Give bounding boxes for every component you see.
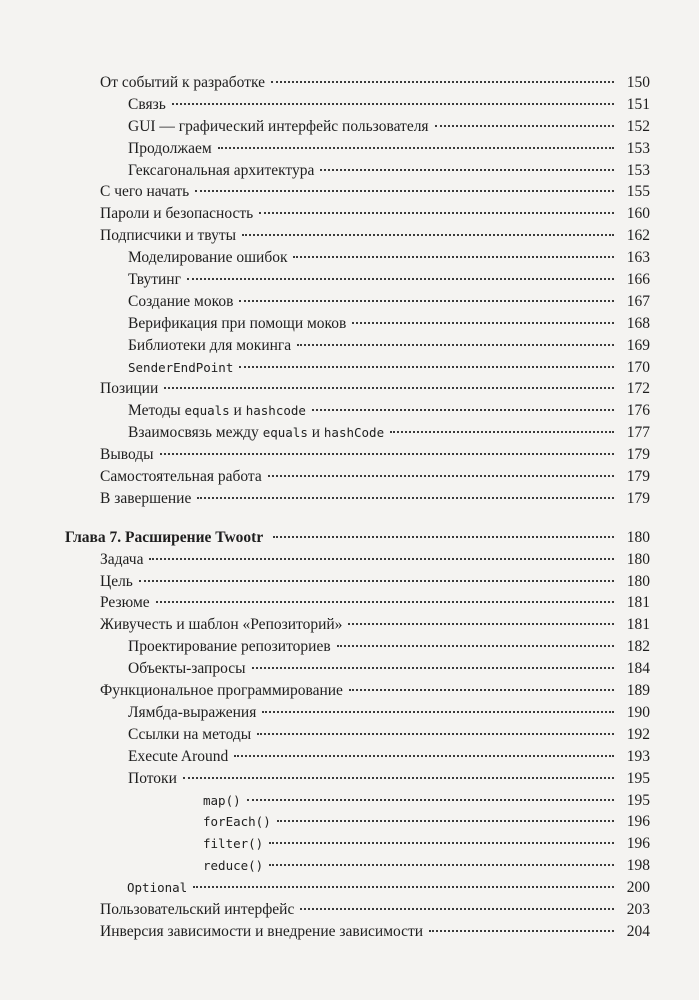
toc-entry — [0, 444, 699, 466]
leader-dots — [268, 475, 614, 477]
toc-entry-title: Связь — [128, 95, 166, 113]
leader-dots — [262, 711, 614, 713]
toc-page-number: 176 — [626, 402, 650, 420]
toc-page-number: 195 — [626, 791, 650, 809]
toc-chapter-heading — [0, 527, 699, 549]
toc-entry-title: Подписчики и твуты — [100, 227, 237, 245]
leader-dots — [312, 409, 614, 411]
leader-dots — [297, 344, 614, 346]
leader-dots — [337, 645, 614, 647]
toc-entry — [0, 160, 699, 182]
leader-dots — [218, 147, 614, 149]
toc-entry — [0, 899, 699, 921]
toc-page-number: 180 — [626, 572, 650, 590]
toc-entry — [0, 768, 699, 790]
toc-page-number: 177 — [626, 424, 650, 442]
toc-entry-title: forEach() — [203, 814, 271, 830]
toc-page-number: 169 — [626, 336, 650, 354]
leader-dots — [352, 322, 614, 324]
toc-entry — [0, 702, 699, 724]
leader-dots — [197, 497, 614, 499]
toc-entry-title: Твутинг — [128, 271, 181, 289]
toc-page-number: 184 — [626, 660, 650, 678]
leader-dots — [193, 886, 614, 888]
toc-entry — [0, 357, 699, 379]
toc-entry — [0, 571, 699, 593]
leader-dots — [252, 667, 614, 669]
toc-entry — [0, 790, 699, 812]
leader-dots — [320, 169, 614, 171]
toc-entry-title: reduce() — [203, 858, 264, 874]
toc-entry — [0, 422, 699, 444]
leader-dots — [259, 212, 614, 214]
toc-entry-title: От событий к разработке — [100, 74, 266, 91]
toc-entry — [0, 592, 699, 614]
toc-entry-title: Проектирование репозиториев — [128, 638, 331, 656]
toc-entry-title: Выводы — [100, 446, 154, 464]
leader-dots — [183, 777, 614, 779]
toc-entry — [0, 636, 699, 658]
toc-entry — [0, 203, 699, 225]
toc-entry — [0, 549, 699, 571]
toc-entry-title: В завершение — [100, 489, 192, 507]
toc-entry — [0, 833, 699, 855]
toc-page-number: 160 — [626, 205, 650, 223]
toc-page-number: 192 — [626, 725, 650, 743]
table-of-contents — [0, 72, 699, 943]
toc-entry — [0, 313, 699, 335]
leader-dots — [149, 558, 614, 560]
toc-entry — [0, 138, 699, 160]
leader-dots — [172, 103, 614, 105]
toc-entry — [0, 72, 699, 94]
toc-page-number: 181 — [626, 616, 650, 634]
toc-page-number: 204 — [626, 922, 650, 940]
toc-entry — [0, 811, 699, 833]
toc-page-number: 179 — [626, 468, 650, 486]
toc-entry-title: Объекты-запросы — [128, 660, 246, 678]
leader-dots — [390, 431, 614, 433]
leader-dots — [139, 580, 614, 582]
toc-entry — [0, 247, 699, 269]
toc-entry — [0, 335, 699, 357]
leader-dots — [257, 733, 614, 735]
toc-entry-title: Самостоятельная работа — [100, 468, 262, 486]
toc-page-number: 198 — [626, 857, 650, 875]
toc-page-number: 153 — [626, 161, 650, 179]
toc-entry — [0, 746, 699, 768]
leader-dots — [239, 366, 614, 368]
toc-entry-title: filter() — [203, 836, 264, 852]
toc-entry-title: Задача — [100, 550, 144, 568]
leader-dots — [277, 820, 614, 822]
toc-page-number: 180 — [626, 550, 650, 568]
leader-dots — [300, 908, 614, 910]
leader-dots — [156, 601, 614, 603]
toc-entry — [0, 291, 699, 313]
leader-dots — [160, 453, 614, 455]
leader-dots — [234, 755, 614, 757]
toc-entry-title: Верификация при помощи моков — [128, 314, 347, 332]
toc-entry — [0, 680, 699, 702]
toc-entry-title: Создание моков — [128, 292, 234, 310]
toc-entry-title: GUI — графический интерфейс пользователя — [128, 117, 429, 135]
toc-entry-title: Гексагональная архитектура — [128, 161, 315, 179]
toc-entry — [0, 614, 699, 636]
toc-entry-title: Ссылки на методы — [128, 725, 252, 743]
toc-entry-title: Методы equals и hashcode — [128, 402, 306, 420]
toc-entry — [0, 488, 699, 510]
toc-page-number: 200 — [626, 879, 650, 897]
toc-entry-title: Позиции — [100, 380, 159, 398]
leader-dots — [242, 234, 614, 236]
toc-page-number: 190 — [626, 703, 650, 721]
toc-page-number: 150 — [626, 74, 650, 91]
toc-page-number: 196 — [626, 835, 650, 853]
toc-entry-title: Резюме — [100, 594, 150, 612]
toc-page-number: 167 — [626, 292, 650, 310]
toc-entry — [0, 877, 699, 899]
toc-entry-title: Библиотеки для мокинга — [128, 336, 292, 354]
toc-page-number: 153 — [626, 139, 650, 157]
chapter-title: Глава 7. Расширение Twootr — [65, 528, 264, 546]
toc-page-number: 168 — [626, 314, 650, 332]
toc-page-number: 180 — [626, 528, 650, 546]
toc-entry — [0, 181, 699, 203]
toc-entry-title: Продолжаем — [128, 139, 212, 157]
toc-entry — [0, 378, 699, 400]
toc-entry — [0, 658, 699, 680]
leader-dots — [349, 689, 614, 691]
toc-entry — [0, 225, 699, 247]
toc-page-number: 170 — [626, 358, 650, 376]
toc-entry — [0, 400, 699, 422]
leader-dots — [293, 256, 614, 258]
toc-page-number: 203 — [626, 900, 650, 918]
leader-dots — [187, 278, 614, 280]
toc-entry — [0, 921, 699, 943]
toc-entry — [0, 269, 699, 291]
toc-entry-title: Потоки — [128, 769, 177, 787]
toc-page-number: 162 — [626, 227, 650, 245]
toc-entry — [0, 855, 699, 877]
toc-page-number: 179 — [626, 446, 650, 464]
toc-entry-title: Цель — [100, 572, 133, 590]
toc-entry-title: map() — [203, 792, 241, 808]
leader-dots — [435, 125, 614, 127]
toc-entry-title: С чего начать — [100, 183, 190, 201]
toc-entry-title: Живучесть и шаблон «Репозиторий» — [100, 616, 343, 634]
toc-page-number: 179 — [626, 489, 650, 507]
toc-page-number: 172 — [626, 380, 650, 398]
toc-page-number: 193 — [626, 747, 650, 765]
leader-dots — [271, 81, 614, 83]
leader-dots — [429, 930, 614, 932]
toc-entry-title: SenderEndPoint — [128, 359, 234, 375]
toc-entry-title: Функциональное программирование — [100, 682, 343, 700]
leader-dots — [247, 799, 614, 801]
leader-dots — [164, 387, 614, 389]
toc-page-number: 189 — [626, 682, 650, 700]
toc-entry-title: Инверсия зависимости и внедрение зависимости — [100, 922, 424, 940]
toc-page-number: 196 — [626, 813, 650, 831]
leader-dots — [239, 300, 614, 302]
toc-page-number: 195 — [626, 769, 650, 787]
toc-page-number: 152 — [626, 117, 650, 135]
toc-entry-title: Взаимосвязь между equals и hashCode — [128, 424, 385, 442]
leader-dots — [269, 842, 614, 844]
toc-page-number: 155 — [626, 183, 650, 201]
toc-page-number: 163 — [626, 249, 650, 267]
chapter-gap — [0, 510, 699, 527]
toc-page-number: 182 — [626, 638, 650, 656]
toc-entry-title: Execute Around — [128, 747, 229, 765]
toc-entry — [0, 724, 699, 746]
leader-dots — [348, 623, 614, 625]
toc-entry-title: Optional — [127, 880, 188, 896]
leader-dots — [273, 536, 614, 538]
toc-page-number: 151 — [626, 95, 650, 113]
toc-entry-title: Лямбда-выражения — [128, 703, 257, 721]
toc-entry — [0, 116, 699, 138]
toc-page-number: 181 — [626, 594, 650, 612]
toc-entry-title: Моделирование ошибок — [128, 249, 288, 267]
toc-entry — [0, 94, 699, 116]
leader-dots — [195, 190, 614, 192]
leader-dots — [269, 864, 614, 866]
toc-entry-title: Пользовательский интерфейс — [100, 900, 295, 918]
toc-entry — [0, 466, 699, 488]
toc-page-number: 166 — [626, 271, 650, 289]
toc-entry-title: Пароли и безопасность — [100, 205, 254, 223]
